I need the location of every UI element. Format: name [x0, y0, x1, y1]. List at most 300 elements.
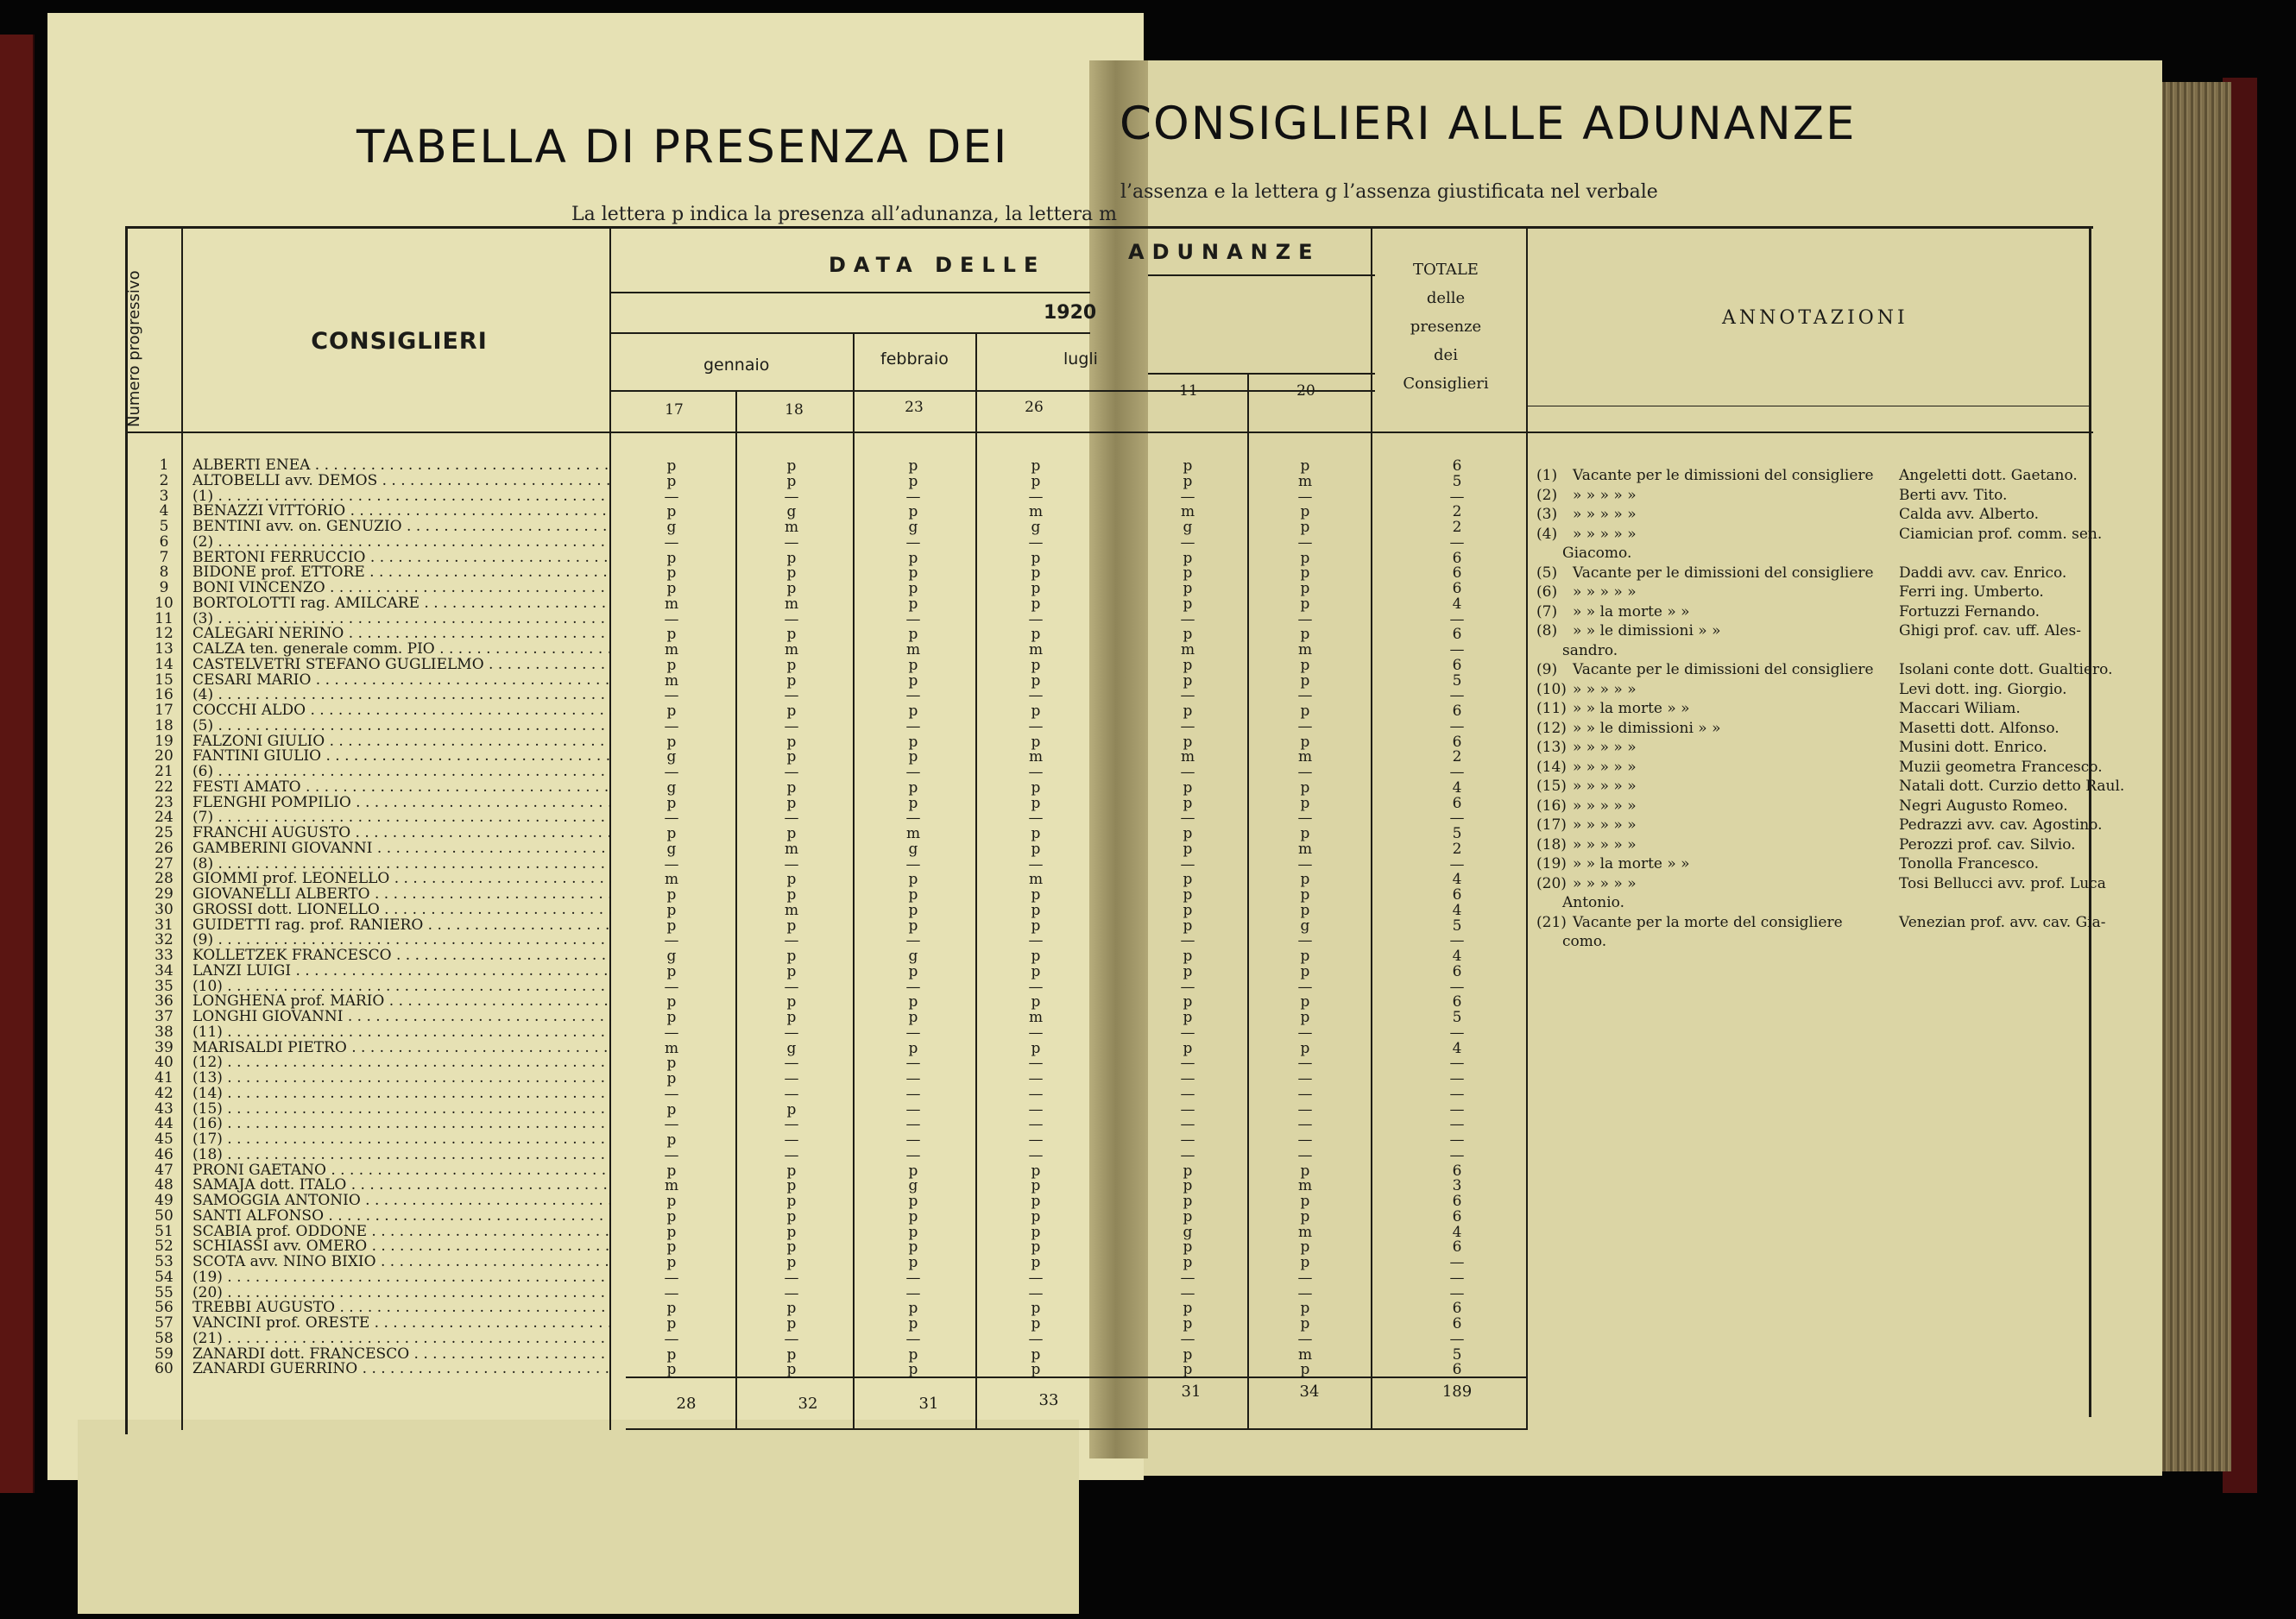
attendance-mark: — — [1028, 1116, 1044, 1134]
row-number: 38 — [155, 1023, 173, 1041]
attendance-mark: — — [784, 1284, 799, 1302]
attendance-mark: p — [1183, 580, 1193, 597]
column-total: 31 — [1181, 1383, 1202, 1401]
attendance-mark: p — [1300, 1300, 1310, 1318]
attendance-mark: p — [1183, 825, 1193, 842]
attendance-mark: p — [1300, 871, 1310, 889]
attendance-mark: g — [666, 778, 677, 797]
row-number: 47 — [155, 1161, 173, 1179]
annotation-reason: » » » » » — [1573, 835, 1637, 854]
row-number: 16 — [155, 686, 173, 704]
attendance-mark: — — [1028, 533, 1044, 551]
councillor-name: (18) . . . — [192, 1147, 611, 1162]
annotation-ref: (13) — [1536, 739, 1567, 756]
attendance-mark: p — [786, 1345, 797, 1364]
attendance-mark: m — [1297, 1345, 1313, 1364]
councillor-name: SCABIA prof. ODDONE . . . — [192, 1224, 611, 1239]
attendance-mark: p — [1031, 778, 1041, 797]
annotation-councillor: Fortuzzi Fernando. — [1899, 602, 2041, 621]
attendance-mark: p — [786, 871, 797, 889]
attendance-mark: m — [784, 840, 799, 858]
annotation-reason: » » la morte » » — [1573, 700, 1690, 717]
attendance-mark: p — [1031, 1207, 1041, 1225]
attendance-mark: p — [1300, 794, 1310, 812]
attendance-mark: p — [1031, 472, 1041, 490]
attendance-mark: p — [1300, 1361, 1310, 1379]
attendance-mark: p — [666, 656, 677, 674]
attendance-mark: p — [1183, 840, 1193, 858]
attendance-mark: g — [1183, 519, 1193, 536]
attendance-mark: p — [1300, 626, 1310, 644]
row-number: 11 — [155, 609, 173, 627]
attendance-mark: m — [784, 519, 799, 536]
attendance-mark: m — [664, 595, 679, 613]
attendance-mark: — — [784, 717, 799, 735]
row-number: 18 — [155, 716, 173, 734]
attendance-mark: m — [1297, 840, 1313, 858]
annotation-reason: Vacante per le dimissioni del consigliere — [1573, 467, 1874, 484]
row-number: 44 — [155, 1115, 173, 1133]
attendance-mark: p — [1183, 564, 1193, 583]
attendance-mark: — — [664, 488, 679, 506]
annotation-line — [1536, 680, 2089, 699]
councillor-name: (6) . . . — [192, 764, 611, 779]
attendance-mark: p — [1183, 1345, 1193, 1364]
annotation-line — [1536, 602, 2089, 621]
row-total: — — [1449, 1100, 1465, 1118]
attendance-mark: — — [905, 978, 921, 996]
attendance-mark: p — [908, 564, 918, 583]
attendance-mark: p — [1183, 794, 1193, 812]
attendance-mark: m — [1297, 748, 1313, 766]
councillor-name: (10) . . . — [192, 979, 611, 994]
attendance-mark: — — [905, 764, 921, 781]
row-total: 6 — [1452, 580, 1462, 597]
councillor-name: GIOVANELLI ALBERTO . . . — [192, 886, 611, 902]
attendance-mark: p — [1300, 580, 1310, 597]
attendance-mark: p — [1183, 917, 1193, 935]
annotation-councillor: Tonolla Francesco. — [1899, 855, 2040, 872]
annotation-councillor: Negri Augusto Romeo. — [1899, 797, 2068, 815]
attendance-mark: p — [1031, 549, 1041, 567]
attendance-mark: p — [666, 1162, 677, 1180]
councillor-name: COCCHI ALDO . . . — [192, 702, 611, 718]
annotation-reason: como. — [1562, 933, 1607, 950]
attendance-mark: p — [786, 1254, 797, 1271]
attendance-mark: p — [786, 580, 797, 597]
attendance-mark: p — [1300, 457, 1310, 475]
attendance-mark: p — [666, 626, 677, 644]
annotation-line — [1536, 719, 2089, 738]
attendance-mark: g — [1183, 1223, 1193, 1241]
annotation-councillor: Ciamician prof. comm. sen. — [1899, 525, 2103, 543]
attendance-mark: — — [905, 1284, 921, 1302]
row-number: 43 — [155, 1099, 173, 1118]
councillor-name: VANCINI prof. ORESTE . . . — [192, 1315, 611, 1331]
annotation-reason: » » » » » — [1573, 874, 1637, 892]
attendance-mark: — — [1180, 1100, 1195, 1118]
row-total: 6 — [1452, 1207, 1462, 1225]
row-number: 22 — [155, 778, 173, 796]
councillor-name: ALBERTI ENEA . . . — [192, 457, 611, 473]
attendance-mark: — — [1180, 1085, 1195, 1103]
attendance-mark: p — [1183, 1177, 1193, 1195]
attendance-mark: — — [1028, 488, 1044, 506]
attendance-mark: — — [1297, 488, 1313, 506]
attendance-mark: p — [786, 626, 797, 644]
annotation-line — [1536, 564, 2089, 583]
row-total: 2 — [1452, 503, 1462, 521]
attendance-mark: — — [1180, 533, 1195, 551]
row-number: 52 — [155, 1238, 173, 1256]
annotation-councillor: Masetti dott. Alfonso. — [1899, 719, 2059, 737]
row-total: 6 — [1452, 656, 1462, 674]
attendance-mark: — — [1297, 764, 1313, 781]
row-number: 4 — [159, 502, 169, 520]
attendance-mark: — — [905, 533, 921, 551]
row-number: 37 — [155, 1008, 173, 1025]
councillor-name: (12) . . . — [192, 1055, 611, 1070]
day-20: 20 — [1296, 382, 1315, 400]
attendance-mark: — — [905, 932, 921, 950]
title-right: CONSIGLIERI ALLE ADUNANZE — [1120, 98, 1857, 150]
col-rule-26 — [975, 332, 977, 1430]
attendance-mark: p — [786, 1300, 797, 1318]
attendance-mark: p — [908, 656, 918, 674]
attendance-mark: p — [908, 1361, 918, 1379]
row-number: 50 — [155, 1206, 173, 1225]
councillor-name: (14) . . . — [192, 1086, 611, 1101]
row-number: 20 — [155, 747, 173, 765]
annotation-reason: Giacomo. — [1562, 545, 1632, 562]
attendance-mark: m — [1028, 871, 1044, 889]
day-18: 18 — [785, 401, 804, 419]
attendance-mark: — — [664, 533, 679, 551]
attendance-mark: p — [1183, 886, 1193, 904]
attendance-mark: — — [784, 1330, 799, 1348]
attendance-mark: p — [666, 1254, 677, 1271]
annotation-reason: Vacante per le dimissioni del consigliere — [1573, 661, 1874, 678]
annotation-reason: » » » » » — [1573, 797, 1637, 815]
row-number: 58 — [155, 1329, 173, 1347]
annotation-councillor: Berti avv. Tito. — [1899, 486, 2008, 504]
attendance-mark: p — [908, 1207, 918, 1225]
attendance-mark: p — [1183, 671, 1193, 690]
attendance-mark: p — [1031, 457, 1041, 475]
row-total: 6 — [1452, 733, 1462, 751]
total-header-line: dei — [1434, 346, 1458, 364]
attendance-mark: p — [908, 748, 918, 766]
councillor-name: LONGHI GIOVANNI . . . — [192, 1009, 611, 1024]
row-total: 5 — [1452, 1345, 1462, 1364]
councillor-name: SCHIASSI avv. OMERO . . . — [192, 1238, 611, 1254]
row-total: — — [1449, 1146, 1465, 1164]
annotation-reason: » » » » » — [1573, 680, 1637, 698]
column-total: 189 — [1441, 1383, 1473, 1401]
row-total: — — [1449, 610, 1465, 628]
attendance-mark: — — [905, 687, 921, 705]
attendance-mark: p — [1031, 993, 1041, 1011]
attendance-mark: g — [908, 1177, 918, 1195]
attendance-mark: p — [1031, 1177, 1041, 1195]
row-number: 5 — [159, 518, 169, 535]
month-rule-right — [1148, 373, 1375, 375]
row-number: 46 — [155, 1145, 173, 1163]
attendance-mark: p — [1183, 733, 1193, 751]
councillor-name: (15) . . . — [192, 1101, 611, 1117]
row-number: 53 — [155, 1253, 173, 1270]
attendance-mark: — — [905, 1055, 921, 1073]
attendance-mark: — — [1180, 978, 1195, 996]
attendance-mark: — — [1297, 932, 1313, 950]
attendance-mark: p — [908, 549, 918, 567]
row-number: 34 — [155, 961, 173, 980]
attendance-mark: p — [908, 778, 918, 797]
councillor-name: GIOMMI prof. LEONELLO . . . — [192, 871, 611, 886]
col-rule-total — [1371, 229, 1372, 1430]
attendance-mark: p — [786, 549, 797, 567]
annotation-line — [1536, 486, 2089, 505]
attendance-mark: — — [664, 978, 679, 996]
attendance-mark: p — [666, 1070, 677, 1087]
attendance-mark: p — [666, 702, 677, 720]
attendance-mark: p — [1183, 948, 1193, 965]
attendance-mark: p — [1031, 1300, 1041, 1318]
row-total: 2 — [1452, 748, 1462, 766]
annotation-ref: (2) — [1536, 486, 1558, 504]
councillor-name: GUIDETTI rag. prof. RANIERO . . . — [192, 917, 611, 933]
attendance-mark: p — [1031, 1345, 1041, 1364]
attendance-mark: — — [1028, 1146, 1044, 1164]
dates-header-right: ADUNANZE — [1128, 240, 1321, 264]
row-number: 25 — [155, 824, 173, 841]
annotation-reason: » » » » » — [1573, 525, 1637, 543]
page-edges — [2154, 82, 2231, 1471]
row-total: 4 — [1452, 595, 1462, 613]
attendance-mark: m — [1297, 641, 1313, 658]
attendance-mark: m — [905, 825, 921, 842]
attendance-mark: p — [1183, 1193, 1193, 1210]
attendance-mark: p — [666, 1238, 677, 1257]
annotation-reason: » » » » » — [1573, 506, 1637, 523]
attendance-mark: p — [786, 1238, 797, 1257]
annotation-councillor: Venezian prof. avv. cav. Gia- — [1899, 913, 2106, 931]
attendance-mark: p — [1183, 1039, 1193, 1057]
date-header-rule-left — [611, 292, 1090, 293]
annotation-councillor: Muzii geometra Francesco. — [1899, 758, 2103, 776]
attendance-mark: — — [664, 1116, 679, 1134]
attendance-mark: — — [1180, 1269, 1195, 1287]
month-luglio: lugli — [1063, 350, 1098, 369]
attendance-mark: p — [1300, 962, 1310, 980]
attendance-mark: p — [908, 871, 918, 889]
attendance-mark: — — [664, 687, 679, 705]
attendance-mark: p — [908, 1254, 918, 1271]
attendance-mark: g — [786, 1039, 797, 1057]
attendance-mark: — — [664, 1146, 679, 1164]
total-header-line: Consiglieri — [1403, 375, 1489, 393]
attendance-mark: — — [1180, 610, 1195, 628]
attendance-mark: g — [1300, 917, 1310, 935]
attendance-mark: — — [1297, 1116, 1313, 1134]
row-number: 56 — [155, 1299, 173, 1317]
attendance-mark: p — [908, 1300, 918, 1318]
row-total: 5 — [1452, 825, 1462, 842]
attendance-mark: — — [1180, 1070, 1195, 1087]
councillors-header: CONSIGLIERI — [311, 328, 488, 355]
attendance-mark: p — [666, 1345, 677, 1364]
attendance-mark: p — [1031, 1223, 1041, 1241]
attendance-mark: p — [1031, 564, 1041, 583]
annotation-ref: (20) — [1536, 874, 1567, 892]
attendance-mark: m — [784, 641, 799, 658]
annotation-line — [1536, 932, 2089, 951]
attendance-mark: — — [905, 1085, 921, 1103]
attendance-mark: p — [666, 1131, 677, 1149]
councillor-name: SCOTA avv. NINO BIXIO . . . — [192, 1254, 611, 1269]
attendance-mark: p — [1183, 1009, 1193, 1026]
annotation-reason: » » le dimissioni » » — [1573, 622, 1721, 639]
row-total: — — [1449, 533, 1465, 551]
annotation-ref: (15) — [1536, 778, 1567, 795]
attendance-mark: — — [1028, 1100, 1044, 1118]
attendance-mark: p — [666, 962, 677, 980]
col-rule-18 — [735, 390, 737, 1430]
attendance-mark: p — [1183, 1300, 1193, 1318]
row-total: 4 — [1452, 871, 1462, 889]
councillor-name: (9) . . . — [192, 932, 611, 948]
row-total: 2 — [1452, 840, 1462, 858]
row-number: 1 — [159, 457, 169, 474]
annotation-reason: » » » » » — [1573, 778, 1637, 795]
attendance-mark: p — [1300, 948, 1310, 965]
attendance-mark: p — [786, 886, 797, 904]
row-total: — — [1449, 1269, 1465, 1287]
row-total: 5 — [1452, 1009, 1462, 1026]
row-total: — — [1449, 1131, 1465, 1149]
row-total: 6 — [1452, 1361, 1462, 1379]
attendance-mark: p — [908, 794, 918, 812]
title-left: TABELLA DI PRESENZA DEI — [356, 121, 1009, 173]
attendance-mark: — — [1297, 978, 1313, 996]
attendance-mark: g — [786, 503, 797, 521]
folded-flap — [78, 1420, 1079, 1614]
attendance-mark: — — [664, 810, 679, 828]
attendance-mark: — — [784, 978, 799, 996]
attendance-mark: — — [1180, 488, 1195, 506]
row-total: — — [1449, 810, 1465, 828]
attendance-mark: p — [1300, 733, 1310, 751]
councillor-name: (2) . . . — [192, 534, 611, 550]
attendance-mark: — — [664, 1269, 679, 1287]
attendance-mark: — — [664, 855, 679, 873]
attendance-mark: — — [784, 1131, 799, 1149]
attendance-mark: p — [1183, 1361, 1193, 1379]
attendance-mark: m — [1028, 503, 1044, 521]
year-header: 1920 — [1044, 302, 1097, 324]
row-number: 42 — [155, 1084, 173, 1102]
row-number: 36 — [155, 992, 173, 1011]
annotation-councillor: Pedrazzi avv. cav. Agostino. — [1899, 816, 2103, 834]
attendance-mark: — — [1028, 855, 1044, 873]
attendance-mark: — — [664, 1330, 679, 1348]
councillor-name: BERTONI FERRUCCIO . . . — [192, 550, 611, 565]
attendance-mark: p — [786, 1162, 797, 1180]
attendance-mark: — — [1297, 1024, 1313, 1042]
attendance-mark: — — [1180, 1116, 1195, 1134]
attendance-mark: — — [905, 810, 921, 828]
column-total: 33 — [1038, 1391, 1059, 1409]
attendance-mark: p — [1183, 1254, 1193, 1271]
total-header-line: presenze — [1410, 318, 1482, 336]
day-17: 17 — [665, 401, 684, 419]
attendance-mark: p — [666, 1055, 677, 1073]
annotation-councillor: Natali dott. Curzio detto Raul. — [1899, 778, 2125, 795]
row-number: 9 — [159, 579, 169, 596]
attendance-mark: p — [786, 948, 797, 965]
councillor-name: (19) . . . — [192, 1269, 611, 1285]
annotation-ref: (18) — [1536, 835, 1567, 854]
attendance-mark: p — [1031, 1315, 1041, 1332]
attendance-mark: — — [664, 610, 679, 628]
attendance-mark: p — [786, 1009, 797, 1026]
row-total: — — [1449, 1085, 1465, 1103]
attendance-mark: p — [1183, 962, 1193, 980]
councillor-name: BENAZZI VITTORIO . . . — [192, 503, 611, 519]
row-total: — — [1449, 1284, 1465, 1302]
col-rule-annotations — [1526, 229, 1528, 1428]
attendance-mark: p — [1031, 656, 1041, 674]
councillor-name: BENTINI avv. on. GENUZIO . . . — [192, 519, 611, 534]
annotation-ref: (16) — [1536, 797, 1567, 815]
attendance-mark: — — [1297, 610, 1313, 628]
attendance-mark: — — [784, 687, 799, 705]
attendance-mark: g — [908, 948, 918, 965]
row-number: 24 — [155, 809, 173, 827]
attendance-mark: — — [905, 1070, 921, 1087]
attendance-mark: — — [1028, 932, 1044, 950]
attendance-mark: — — [1028, 1330, 1044, 1348]
column-total: 32 — [798, 1395, 818, 1413]
annotation-councillor: Levi dott. ing. Giorgio. — [1899, 680, 2067, 698]
annotation-line — [1536, 854, 2089, 873]
attendance-mark: — — [784, 533, 799, 551]
attendance-mark: p — [1031, 825, 1041, 842]
annotation-ref: (11) — [1536, 700, 1567, 717]
row-total: 4 — [1452, 901, 1462, 919]
row-number: 3 — [159, 487, 169, 505]
annotation-reason: » » la morte » » — [1573, 855, 1690, 872]
attendance-mark: p — [1183, 457, 1193, 475]
attendance-mark: p — [908, 472, 918, 490]
attendance-mark: p — [908, 886, 918, 904]
row-total: 5 — [1452, 472, 1462, 490]
councillor-name: (7) . . . — [192, 810, 611, 825]
attendance-mark: p — [1183, 778, 1193, 797]
attendance-mark: m — [1028, 641, 1044, 658]
attendance-mark: g — [666, 840, 677, 858]
attendance-mark: — — [905, 1024, 921, 1042]
number-column-header: Numero progressivo — [125, 270, 143, 427]
attendance-mark: p — [1183, 702, 1193, 720]
attendance-mark: p — [1031, 917, 1041, 935]
attendance-mark: p — [786, 1361, 797, 1379]
councillor-name: (13) . . . — [192, 1070, 611, 1086]
attendance-mark: p — [786, 1207, 797, 1225]
attendance-mark: p — [1183, 1238, 1193, 1257]
row-total: 4 — [1452, 1223, 1462, 1241]
attendance-mark: p — [1031, 580, 1041, 597]
